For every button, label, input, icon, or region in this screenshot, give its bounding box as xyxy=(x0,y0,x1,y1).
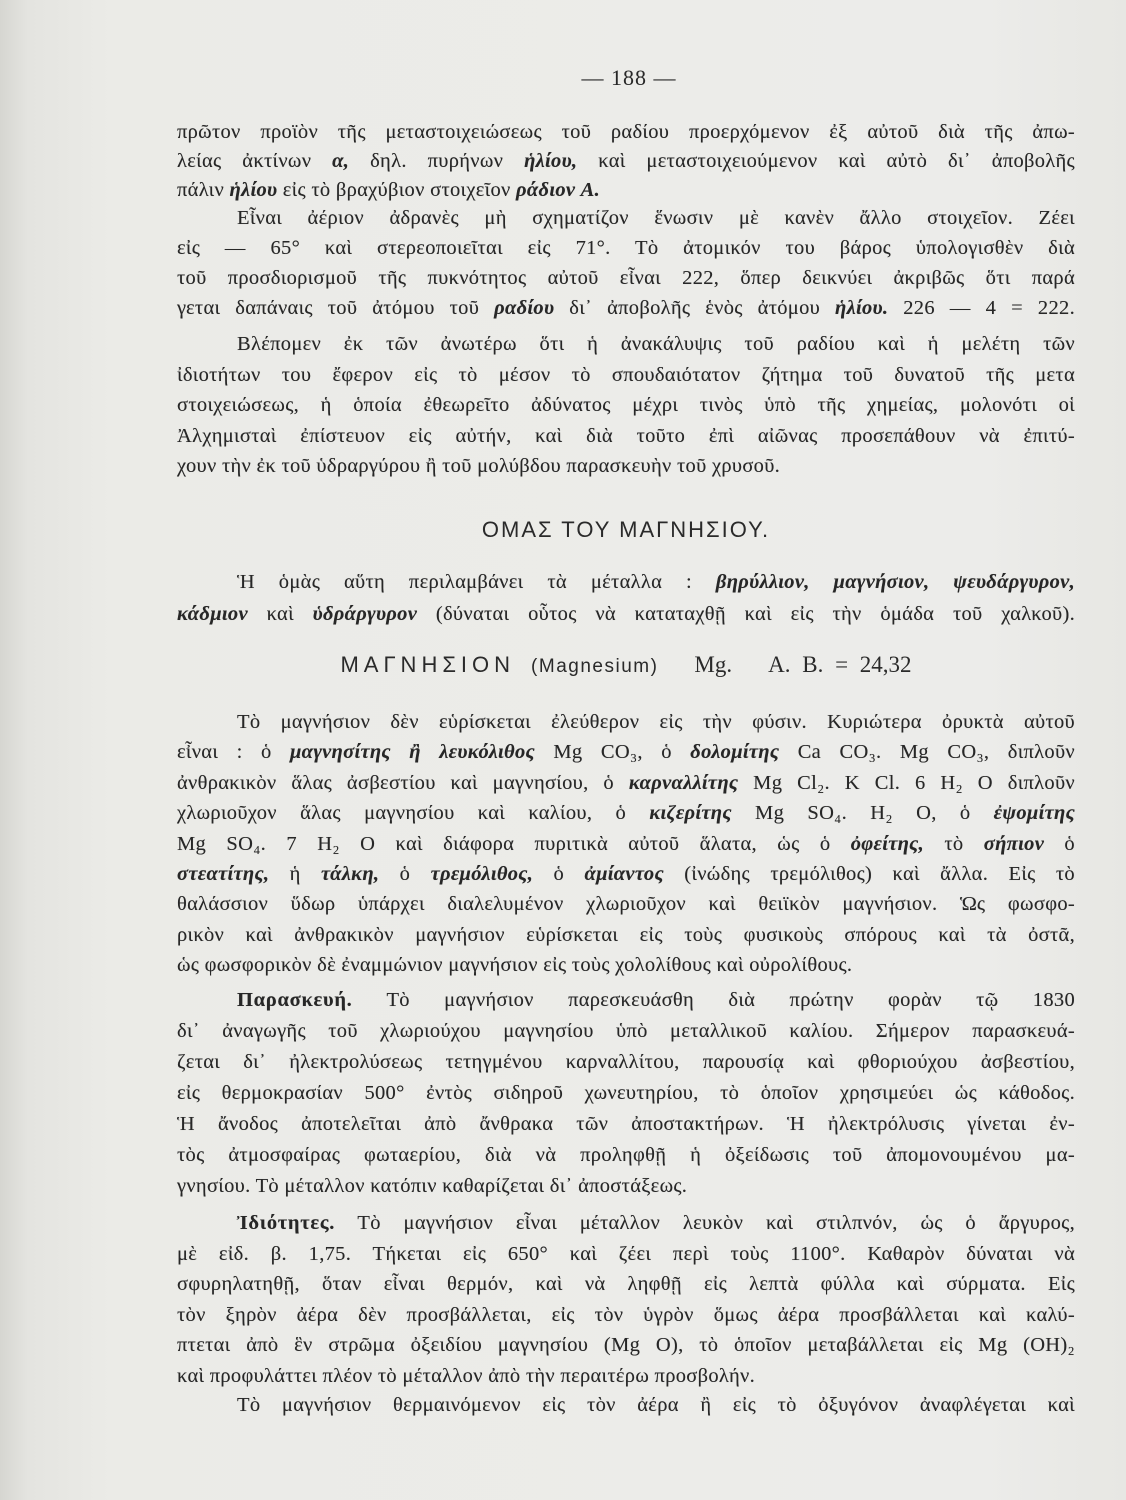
text-run: Ἡ ἄνοδος ἀποτελεῖται ἀπὸ ἄνθρακα τῶν ἀποστακτήρων. Ἡ ἠλεκτρόλυσις γίνεται ἐν- xyxy=(177,1113,1075,1135)
run-in-heading: Παρασκευή. xyxy=(237,989,353,1011)
text-run: ὁ xyxy=(533,863,585,886)
text-line xyxy=(177,920,1075,950)
text-run: εἶναι : ὁ xyxy=(177,741,290,764)
text-run: πτεται ἀπὸ ἓν στρῶμα ὀξειδίου μαγνησίου (Mg O), τὸ ὁποῖον μεταβάλλεται εἰς Mg (OH)₂ xyxy=(177,1334,1075,1356)
text-line xyxy=(177,176,1075,205)
element-symbol: Mg. xyxy=(694,652,733,677)
text-line xyxy=(177,829,1075,859)
text-run: ὁ xyxy=(379,863,431,886)
text-run: τὸν ξηρὸν ἀέρα δὲν προσβάλλεται, εἰς τὸν ὑγρὸν ὅμως ἀέρα προσβάλλεται καὶ καλύ- xyxy=(177,1303,1075,1326)
paragraph-properties xyxy=(177,1208,1075,1391)
atomic-weight: Α. Β. = 24,32 xyxy=(768,652,912,677)
text-run: Τὸ μαγνήσιον παρεσκευάσθη διὰ πρώτην φορὰν τῷ 1830 xyxy=(352,989,1075,1011)
text-run: Ca CO₃. Mg CO₃, διπλοῦν xyxy=(779,741,1075,764)
text-line xyxy=(177,1171,1075,1202)
text-line xyxy=(177,1140,1075,1171)
text-line xyxy=(177,233,1075,263)
section-heading-magnesium-group: ΟΜΑΣ ΤΟΥ ΜΑΓΝΗΣΙΟΥ. xyxy=(481,517,771,542)
emphasized-term: ἡλίου, xyxy=(524,150,578,172)
text-run: Βλέπομεν ἐκ τῶν ἀνωτέρω ὅτι ἡ ἀνακάλυψις τοῦ ραδίου καὶ ἡ μελέτη τῶν xyxy=(237,333,1075,355)
element-latin-name: (Magnesium) xyxy=(531,656,659,677)
text-line xyxy=(177,950,1075,980)
text-run: (δύναται οὗτος νὰ καταταχθῇ καὶ εἰς τὴν ὁμάδα τοῦ χαλκοῦ). xyxy=(417,603,1075,625)
text-run: μὲ εἰδ. β. 1,75. Τήκεται εἰς 650° καὶ ζέει περὶ τοὺς 1100°. Καθαρὸν δύναται νὰ xyxy=(177,1242,1075,1265)
emphasized-term: τάλκη, xyxy=(321,863,380,886)
text-run: Ἀλχημισταὶ ἐπίστευον εἰς αὐτήν, καὶ διὰ τοῦτο ἐπὶ αἰῶνας προσεπάθουν νὰ ἐπιτύ- xyxy=(177,424,1075,447)
text-line xyxy=(177,737,1075,767)
paragraph-radon-properties xyxy=(177,203,1075,323)
text-line xyxy=(177,1078,1075,1109)
text-line xyxy=(177,859,1075,889)
emphasized-term: ράδιον A. xyxy=(516,179,601,201)
emphasized-term: α, xyxy=(332,150,350,172)
text-line xyxy=(177,1361,1075,1392)
text-run: ἡ xyxy=(269,863,322,886)
emphasized-term: ἡλίου xyxy=(229,179,278,201)
text-line xyxy=(177,768,1075,798)
element-heading-magnesium xyxy=(177,650,1075,682)
text-run: ὁ xyxy=(1044,832,1075,855)
paragraph-preparation xyxy=(177,985,1075,1202)
text-run: 226 — 4 = 222. xyxy=(888,297,1075,319)
text-run: Τὸ μαγνήσιον εἶναι μέταλλον λευκὸν καὶ στιλπνόν, ὡς ὁ ἄργυρος, xyxy=(335,1212,1075,1234)
emphasized-term: ὑδράργυρον xyxy=(312,603,418,625)
text-line xyxy=(177,203,1075,233)
text-line xyxy=(177,263,1075,293)
text-run: Εἶναι ἀέριον ἀδρανὲς μὴ σχηματίζον ἕνωσιν μὲ κανὲν ἄλλο στοιχεῖον. Ζέει xyxy=(237,207,1075,229)
text-run: θαλάσσιον ὕδωρ ὑπάρχει διαλελυμένον χλωριοῦχον καὶ θειϊκὸν μαγνήσιον. Ὡς φωσφο- xyxy=(177,893,1075,916)
text-run: γεται δαπάναις τοῦ ἀτόμου τοῦ xyxy=(177,297,495,319)
text-run: Mg Cl₂. K Cl. 6 H₂ O διπλοῦν xyxy=(738,771,1075,794)
text-run: πρῶτον προϊὸν τῆς μεταστοιχειώσεως τοῦ ραδίου προερχόμενον ἐξ αὐτοῦ διὰ τῆς ἀπω- xyxy=(177,121,1075,143)
text-run: χουν τὴν ἐκ τοῦ ὑδραργύρου ἢ τοῦ μολύβδου παρασκευὴν τοῦ χρυσοῦ. xyxy=(177,455,781,477)
text-run: εἰς τὸ βραχύβιον στοιχεῖον xyxy=(277,179,517,201)
emphasized-term: στεατίτης, xyxy=(177,863,270,886)
text-run: Mg SO₄. 7 H₂ O καὶ διάφορα πυριτικὰ αὐτοῦ ἅλατα, ὡς ὁ xyxy=(177,832,851,855)
text-line xyxy=(177,451,1075,482)
text-run: Ἡ ὁμὰς αὕτη περιλαμβάνει τὰ μέταλλα : xyxy=(237,571,716,593)
text-run: εἰς θερμοκρασίαν 500° ἐντὸς σιδηροῦ χωνευτηρίου, τὸ ὁποῖον χρησιμεύει ὡς κάθοδος. xyxy=(177,1082,1075,1104)
text-line xyxy=(177,1300,1075,1331)
emphasized-term: ἀμίαντος xyxy=(584,863,664,886)
text-run: στοιχειώσεως, ἡ ὁποία ἐθεωρεῖτο ἀδύνατος μέχρι τινὸς ὑπὸ τῆς χημείας, μολονότι οἱ xyxy=(177,394,1075,416)
text-run: τοῦ προσδιορισμοῦ τῆς πυκνότητος αὐτοῦ εἶναι 222, ὅπερ δεικνύει ἀκριβῶς ὅτι παρά xyxy=(177,267,1075,289)
text-line xyxy=(177,293,1075,323)
text-line xyxy=(177,598,1075,630)
text-line xyxy=(177,421,1075,452)
text-run: καὶ μεταστοιχειούμενον καὶ αὐτὸ δι᾽ ἀποβολῆς xyxy=(577,150,1075,172)
text-run: καὶ προφυλάττει πλέον τὸ μέταλλον ἀπὸ τὴν περαιτέρω προσβολήν. xyxy=(177,1364,755,1387)
text-run: Mg SO₄. H₂ O, ὁ xyxy=(731,802,994,825)
text-run: ἀνθρακικὸν ἅλας ἀσβεστίου καὶ μαγνησίου, ὁ xyxy=(177,771,629,794)
text-run: καὶ xyxy=(247,603,313,625)
text-run: εἰς — 65° καὶ στερεοποιεῖται εἰς 71°. Τὸ ἀτομικόν του βάρος ὑπολογισθὲν διὰ xyxy=(177,237,1075,259)
emphasized-term: βηρύλλιον, μαγνήσιον, ψευδάργυρον, xyxy=(715,571,1076,593)
emphasized-term: ἐψομίτης xyxy=(993,802,1076,825)
text-run: ρικὸν καὶ ἀνθρακικὸν μαγνήσιον εὑρίσκεται εἰς τοὺς φυσικοὺς σπόρους καὶ τὰ ὀστᾶ, xyxy=(177,923,1075,946)
text-line xyxy=(177,1109,1075,1140)
text-line xyxy=(177,118,1075,147)
text-line xyxy=(177,1390,1075,1420)
text-run: ὡς φωσφορικὸν δὲ ἐναμμώνιον μαγνήσιον εἰς τοὺς χολολίθους καὶ οὐρολίθους. xyxy=(177,954,853,977)
text-line xyxy=(177,707,1075,737)
text-run: γνησίου. Τὸ μέταλλον κατόπιν καθαρίζεται δι᾽ ἀποστάξεως. xyxy=(177,1175,688,1197)
text-line xyxy=(177,985,1075,1016)
text-run: Mg CO₃, ὁ xyxy=(534,741,691,764)
emphasized-term: ραδίου xyxy=(494,297,555,319)
text-line xyxy=(177,1269,1075,1300)
emphasized-term: κιζερίτης xyxy=(649,802,732,825)
text-run: λείας ἀκτίνων xyxy=(177,150,333,172)
emphasized-term: ὀφείτης, xyxy=(850,832,925,855)
page-number: — 188 — xyxy=(581,65,677,90)
text-run: πάλιν xyxy=(177,179,230,201)
run-in-heading: Ἰδιότητες. xyxy=(237,1212,336,1234)
text-line xyxy=(177,360,1075,391)
paragraph-occurrence xyxy=(177,707,1075,981)
text-run: σφυρηλατηθῇ, ὅταν εἶναι θερμόν, καὶ νὰ ληφθῇ εἰς λεπτὰ φύλλα καὶ σύρματα. Εἰς xyxy=(177,1273,1075,1295)
text-line xyxy=(177,798,1075,828)
text-run: ζεται δι᾽ ἠλεκτρολύσεως τετηγμένου καρναλλίτου, παρουσίᾳ καὶ φθοριούχου ἀσβεστίου, xyxy=(177,1051,1075,1073)
element-name: ΜΑΓΝΗΣΙΟΝ xyxy=(340,652,516,677)
emphasized-term: σήπιον xyxy=(983,832,1045,855)
text-run: τὸ xyxy=(924,832,984,855)
text-line xyxy=(177,1016,1075,1047)
emphasized-term: ἡλίου. xyxy=(835,297,889,319)
text-run: δι᾽ ἀποβολῆς ἑνὸς ἀτόμου xyxy=(554,297,836,319)
emphasized-term: δολομίτης xyxy=(690,741,780,764)
text-line xyxy=(177,1047,1075,1078)
emphasized-term: καρναλλίτης xyxy=(628,771,739,794)
paragraph-transmutation xyxy=(177,329,1075,482)
text-line xyxy=(177,329,1075,360)
text-run: τὸς ἀτμοσφαίρας φωταερίου, διὰ νὰ προληφθῇ ἡ ὀξείδωσις τοῦ ἀπομονουμένου μα- xyxy=(177,1144,1075,1166)
text-run: (ἰνώδης τρεμόλιθος) καὶ ἄλλα. Εἰς τὸ xyxy=(663,863,1075,886)
emphasized-term: κάδμιον xyxy=(177,603,248,625)
paragraph-combustion xyxy=(177,1390,1075,1420)
text-run: χλωριοῦχον ἅλας μαγνησίου καὶ καλίου, ὁ xyxy=(177,802,650,825)
text-line xyxy=(177,1239,1075,1270)
text-run: δηλ. πυρήνων xyxy=(349,150,525,172)
text-run: Τὸ μαγνήσιον δὲν εὑρίσκεται ἐλεύθερον εἰς τὴν φύσιν. Κυριώτερα ὀρυκτὰ αὐτοῦ xyxy=(237,711,1075,733)
paragraph-group-members xyxy=(177,566,1075,630)
text-run: δι᾽ ἀναγωγῆς τοῦ χλωριούχου μαγνησίου ὑπὸ μεταλλικοῦ καλίου. Σήμερον παρασκευά- xyxy=(177,1020,1075,1042)
emphasized-term: τρεμόλιθος, xyxy=(430,863,534,886)
paragraph-radon-origin xyxy=(177,118,1075,205)
text-run: Τὸ μαγνήσιον θερμαινόμενον εἰς τὸν ἀέρα ἢ εἰς τὸ ὀξυγόνον ἀναφλέγεται καὶ xyxy=(237,1394,1075,1416)
text-line xyxy=(177,147,1075,176)
emphasized-term: μαγνησίτης ἢ λευκόλιθος xyxy=(289,741,535,764)
text-line xyxy=(177,889,1075,919)
text-run: ἰδιοτήτων του ἔφερον εἰς τὸ μέσον τὸ σπουδαιότατον ζήτημα τοῦ δυνατοῦ τῆς μετα xyxy=(177,363,1075,386)
text-line xyxy=(177,1330,1075,1361)
text-line xyxy=(177,390,1075,421)
text-line xyxy=(177,566,1075,598)
text-line xyxy=(177,1208,1075,1239)
